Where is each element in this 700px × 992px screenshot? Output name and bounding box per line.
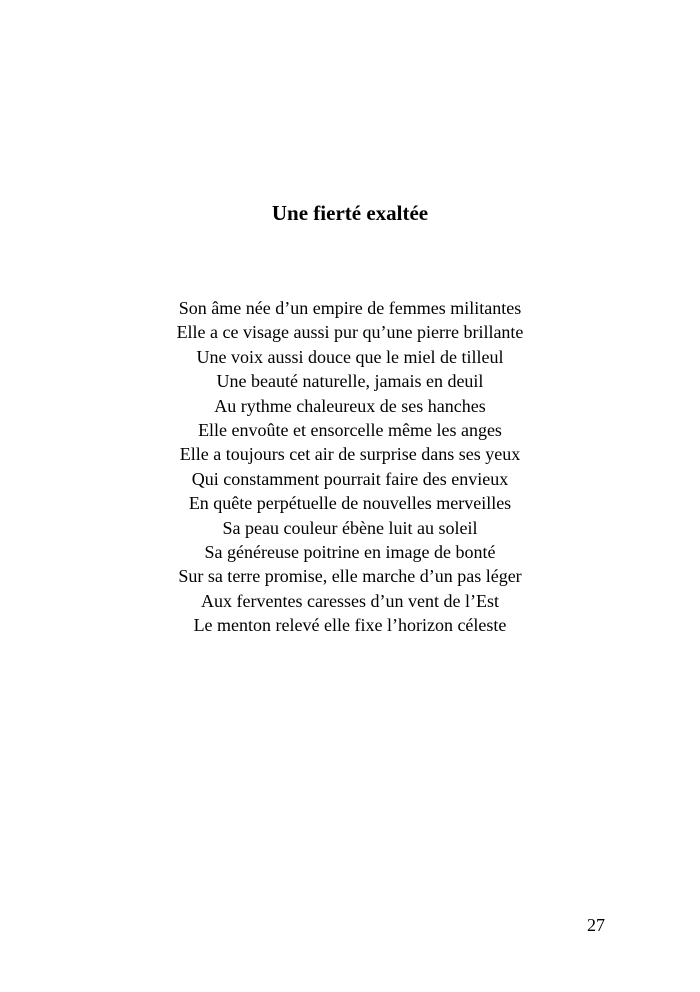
poem-line: Son âme née d’un empire de femmes militantes [178, 298, 522, 318]
page-number: 27 [587, 915, 605, 935]
poem-line: En quête perpétuelle de nouvelles merveilles [188, 493, 512, 514]
poem-line: Une voix aussi douce que le miel de tilleul [196, 346, 504, 367]
poem-line: Une beauté naturelle, jamais en deuil [216, 371, 484, 392]
poem-line: Sur sa terre promise, elle marche d’un pas léger [178, 566, 522, 587]
poem-line: Sa généreuse poitrine en image de bonté [204, 541, 496, 562]
poem-line: Elle envoûte et ensorcelle même les anges [198, 419, 502, 440]
poem-line: Aux ferventes caresses d’un vent de l’Est [201, 590, 499, 611]
poem-body [0, 296, 700, 637]
poem-title: Une fierté exaltée [271, 201, 429, 225]
poem-line: Au rythme chaleureux de ses hanches [214, 395, 486, 416]
poem-line: Le menton relevé elle fixe l’horizon céleste [193, 615, 507, 636]
poem-line: Elle a toujours cet air de surprise dans ses yeux [179, 444, 521, 465]
poem-line: Sa peau couleur ébène luit au soleil [222, 517, 478, 538]
poem-line: Elle a ce visage aussi pur qu’une pierre brillante [176, 322, 524, 343]
poem-line: Qui constamment pourrait faire des envieux [191, 468, 509, 489]
